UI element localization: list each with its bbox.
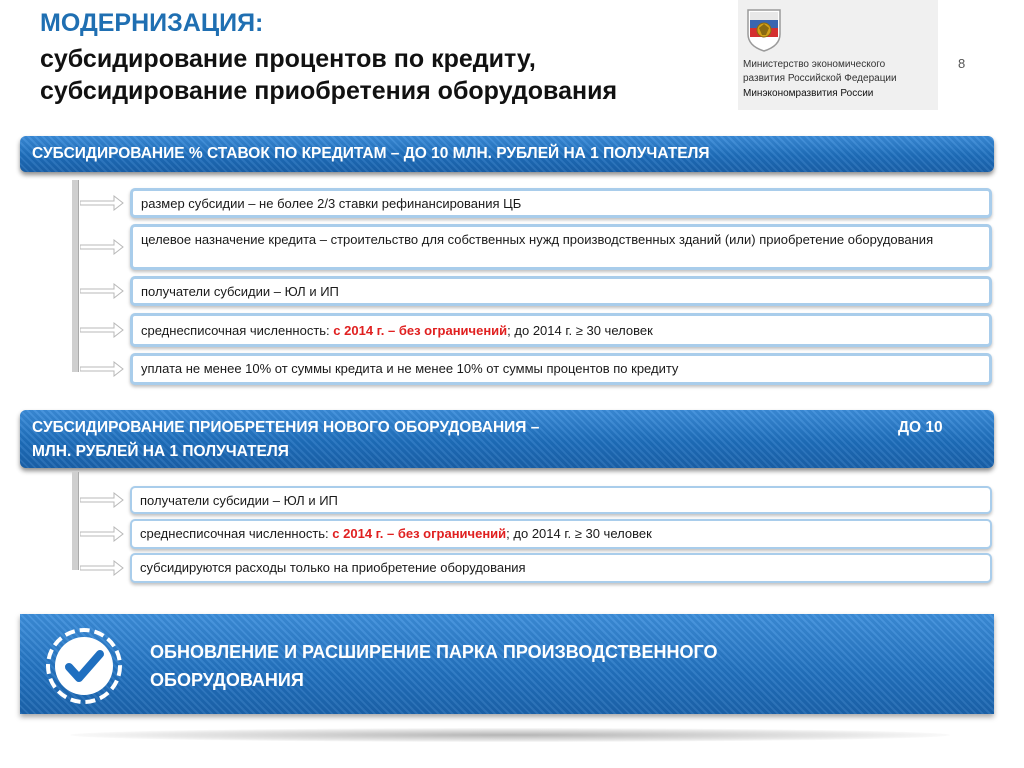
arrow-right-icon xyxy=(80,322,124,338)
arrow-right-icon xyxy=(80,526,124,542)
conclusion-text: ОБНОВЛЕНИЕ И РАСШИРЕНИЕ ПАРКА ПРОИЗВОДСТВЕННОГО ОБОРУДОВАНИЯ xyxy=(150,642,718,690)
conclusion-banner xyxy=(20,614,994,714)
list-item-text: получатели субсидии – ЮЛ и ИП xyxy=(140,493,338,508)
section-1-banner-text: СУБСИДИРОВАНИЕ % СТАВОК ПО КРЕДИТАМ – ДО 10 МЛН. РУБЛЕЙ НА 1 ПОЛУЧАТЕЛЯ xyxy=(32,145,710,162)
list-item xyxy=(130,188,992,218)
ministry-name-line-2: развития Российской Федерации xyxy=(743,73,897,84)
list-item-text: ; до 2014 г. ≥ 30 человек xyxy=(506,526,652,541)
arrow-right-icon xyxy=(80,195,124,211)
section-2-banner xyxy=(20,410,994,468)
page-number: 8 xyxy=(958,56,966,71)
section-2-connector-line xyxy=(72,472,79,570)
list-item xyxy=(130,519,992,549)
section-2-banner-line-1: СУБСИДИРОВАНИЕ ПРИОБРЕТЕНИЯ НОВОГО ОБОРУДОВАНИЯ – xyxy=(32,419,540,436)
ministry-emblem-icon xyxy=(744,8,784,52)
list-item-text: среднесписочная численность: xyxy=(140,526,333,541)
list-item-text: среднесписочная численность: xyxy=(141,323,334,338)
check-circle-icon xyxy=(42,624,126,708)
list-item xyxy=(130,276,992,306)
highlight-text: с 2014 г. – без ограничений xyxy=(333,323,508,338)
list-item-text: ; до 2014 г. ≥ 30 человек xyxy=(507,323,653,338)
arrow-right-icon xyxy=(80,560,124,576)
ministry-logo-block xyxy=(738,0,938,110)
ministry-name-line-1: Министерство экономического xyxy=(743,59,886,70)
arrow-right-icon xyxy=(80,283,124,299)
section-2-banner-tail: ДО 10 xyxy=(898,419,943,436)
arrow-right-icon xyxy=(80,361,124,377)
ministry-short-name: Минэкономразвития России xyxy=(743,88,874,99)
decorative-shadow xyxy=(70,728,950,742)
arrow-right-icon xyxy=(80,492,124,508)
list-item xyxy=(130,553,992,583)
list-item xyxy=(130,353,992,385)
list-item-text: получатели субсидии – ЮЛ и ИП xyxy=(141,284,339,299)
list-item xyxy=(130,313,992,347)
section-2-banner-text xyxy=(32,416,539,464)
slide-title-heading: МОДЕРНИЗАЦИЯ: xyxy=(40,9,264,37)
list-item xyxy=(130,486,992,514)
list-item xyxy=(130,224,992,270)
slide-title-line-1: субсидирование процентов по кредиту, xyxy=(40,45,536,73)
section-1-connector-line xyxy=(72,180,79,372)
list-item-text: размер субсидии – не более 2/3 ставки рефинансирования ЦБ xyxy=(141,196,522,211)
highlight-text: с 2014 г. – без ограничений xyxy=(332,526,507,541)
list-item-text: субсидируются расходы только на приобретение оборудования xyxy=(140,560,526,575)
list-item-text: целевое назначение кредита – строительство для собственных нужд производственных зданий (или) приобретение оборудования xyxy=(141,232,934,247)
section-2-banner-line-2: МЛН. РУБЛЕЙ НА 1 ПОЛУЧАТЕЛЯ xyxy=(32,443,289,460)
slide-title-line-2: субсидирование приобретения оборудования xyxy=(40,77,618,105)
list-item-text: уплата не менее 10% от суммы кредита и не менее 10% от суммы процентов по кредиту xyxy=(141,361,679,376)
arrow-right-icon xyxy=(80,239,124,255)
section-1-banner xyxy=(20,136,994,172)
